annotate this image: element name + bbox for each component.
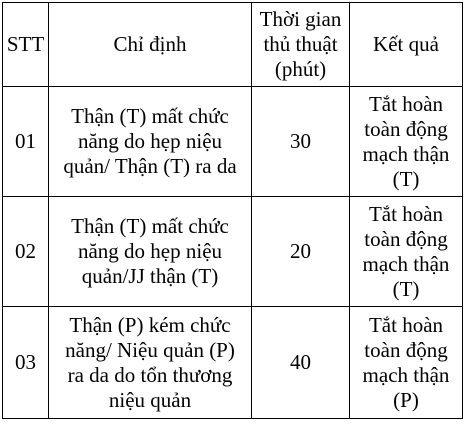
- cell-stt: 03: [3, 307, 49, 419]
- cell-chi-dinh: Thận (P) kém chức năng/ Niệu quản (P) ra da do tổn thương niệu quản: [49, 307, 252, 419]
- table-row: [3, 307, 463, 419]
- cell-chi-dinh: Thận (T) mất chức năng do hẹp niệu quản/ Thận (T) ra da: [49, 87, 252, 197]
- cell-ket-qua: Tắt hoàn toàn động mạch thận (T): [350, 87, 463, 197]
- table-row: [3, 87, 463, 197]
- header-stt: STT: [3, 3, 49, 87]
- cell-ket-qua: Tắt hoàn toàn động mạch thận (P): [350, 307, 463, 419]
- header-thoi-gian: Thời gian thủ thuật (phút): [252, 3, 350, 87]
- cell-thoi-gian: 20: [252, 197, 350, 307]
- cell-thoi-gian: 40: [252, 307, 350, 419]
- procedure-table-container: [2, 2, 463, 419]
- cell-ket-qua: Tắt hoàn toàn động mạch thận (T): [350, 197, 463, 307]
- cell-thoi-gian: 30: [252, 87, 350, 197]
- table-header-row: [3, 3, 463, 87]
- cell-stt: 01: [3, 87, 49, 197]
- table-row: [3, 197, 463, 307]
- cell-chi-dinh: Thận (T) mất chức năng do hẹp niệu quản/JJ thận (T): [49, 197, 252, 307]
- header-chi-dinh: Chỉ định: [49, 3, 252, 87]
- procedure-table: [2, 2, 463, 419]
- header-ket-qua: Kết quả: [350, 3, 463, 87]
- cell-stt: 02: [3, 197, 49, 307]
